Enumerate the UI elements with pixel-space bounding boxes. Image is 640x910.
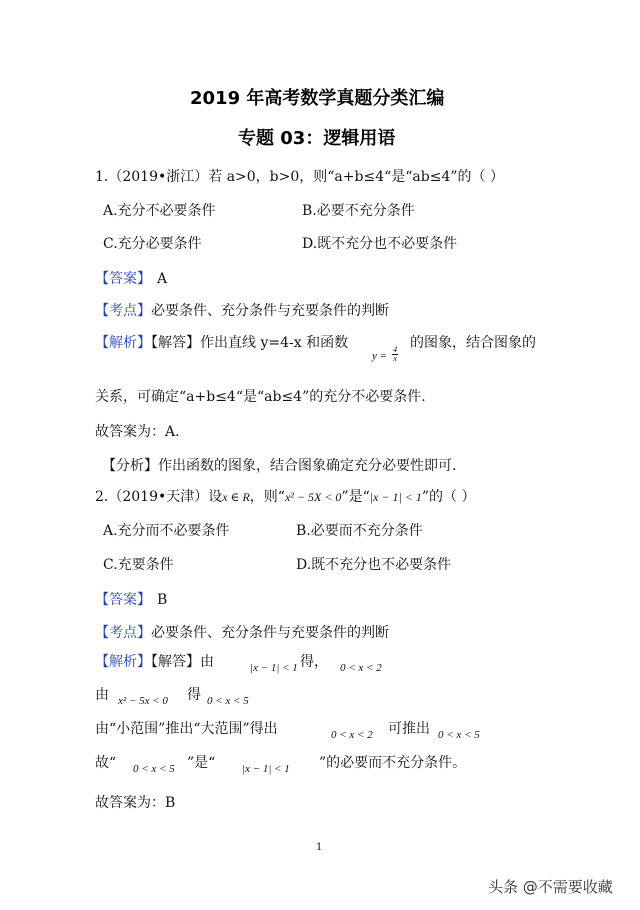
q2-line2-math-range5: 0 < x < 5 — [207, 695, 249, 707]
q2-jiexi-de: 得， — [300, 654, 328, 670]
watermark: 头条 @不需要收藏 — [488, 878, 613, 896]
q2-answer-tag: 【答案】 — [95, 592, 151, 608]
page-subtitle: 专题 03：逻辑用语 — [238, 128, 396, 149]
q1-func-lhs: y = — [372, 350, 388, 362]
q1-analysis: 【分析】作出函数的图象，结合图象确定充分必要性即可. — [102, 458, 457, 474]
q2-line2-de: 得 — [187, 687, 201, 703]
q1-jiexi-line1: 【解答】作出直线 y=4-x 和函数 — [151, 335, 349, 351]
q1-func-numerator: 4 — [393, 345, 398, 354]
q2-option-a: A.充分而不必要条件 — [103, 523, 230, 539]
q2-line4-math1: 0 < x < 5 — [133, 763, 175, 775]
q2-stem-math1: x ∈ R — [222, 490, 250, 504]
q2-stem-d: ”的（ ） — [421, 489, 476, 505]
q2-jiexi-math-abs: |x − 1| < 1 — [250, 662, 298, 674]
q2-jiexi-math-range2: 0 < x < 2 — [340, 662, 382, 674]
q2-line2-you: 由 — [95, 687, 109, 703]
q1-jiexi-row — [95, 332, 348, 352]
q2-line4-c: ”的必要而不充分条件。 — [319, 755, 467, 771]
q1-conclusion: 故答案为：A. — [95, 424, 180, 440]
q2-jiexi-a: 【解答】由 — [151, 654, 214, 670]
q2-line4-a: 故“ — [95, 755, 117, 771]
q2-line3-b: 可推出 — [388, 721, 430, 737]
q2-option-c: C.充要条件 — [103, 557, 174, 573]
q1-kaodian: 必要条件、充分条件与充要条件的判断 — [151, 303, 389, 319]
q1-func-fraction — [392, 346, 398, 363]
q1-option-d: D.既不充分也不必要条件 — [302, 236, 458, 252]
q1-stem: 1.（2019•浙江）若 a>0，b>0，则“a+b≤4“是“ab≤4”的（ ） — [95, 169, 504, 185]
q2-answer: B — [157, 592, 168, 608]
q1-option-c: C.充分必要条件 — [103, 236, 202, 252]
q2-stem-math3: |x − 1| < 1 — [369, 490, 422, 504]
q1-kaodian-tag: 【考点】 — [95, 303, 151, 319]
q2-answer-row — [95, 589, 167, 609]
q2-line2-math-quad: x² − 5x < 0 — [118, 695, 168, 707]
q2-line3-a: 由“小范围”推出“大范围”得出 — [95, 721, 278, 737]
q1-function-formula — [372, 344, 398, 363]
q2-line4-b: ”是“ — [187, 755, 216, 771]
q2-jiexi-tag: 【解析】 — [95, 654, 151, 670]
q1-kaodian-row — [95, 300, 389, 320]
q2-kaodian-tag: 【考点】 — [95, 625, 151, 641]
q1-jiexi-tag: 【解析】 — [95, 335, 151, 351]
page-title: 2019 年高考数学真题分类汇编 — [190, 88, 445, 109]
q1-jiexi-line1-end: 的图象，结合图象的 — [410, 335, 536, 351]
q2-stem-c: ”是“ — [341, 489, 370, 505]
q2-option-b: B.必要而不充分条件 — [296, 523, 423, 539]
q1-answer-tag: 【答案】 — [95, 271, 151, 287]
q2-stem-b: ，则“ — [249, 489, 285, 505]
q1-option-a: A.充分不必要条件 — [103, 203, 216, 219]
q2-line3-math2: 0 < x < 5 — [438, 729, 480, 741]
q1-func-denominator: x — [393, 354, 397, 363]
q2-line3-math1: 0 < x < 2 — [331, 729, 373, 741]
q1-option-b: B.必要不充分条件 — [302, 203, 415, 219]
q1-answer-row — [95, 268, 167, 288]
q2-conclusion: 故答案为：B — [95, 795, 176, 811]
q2-kaodian: 必要条件、充分条件与充要条件的判断 — [151, 625, 389, 641]
q2-kaodian-row — [95, 622, 389, 642]
q2-option-d: D.既不充分也不必要条件 — [296, 557, 452, 573]
q2-line4-math2: |x − 1| < 1 — [242, 763, 290, 775]
q2-stem-math2: x² − 5X < 0 — [284, 490, 342, 504]
q1-jiexi-line2: 关系，可确定“a+b≤4“是“ab≤4”的充分不必要条件. — [95, 389, 426, 405]
q2-stem — [95, 486, 475, 506]
q1-answer: A — [157, 271, 168, 287]
q2-stem-a: 2.（2019•天津）设 — [95, 489, 223, 505]
page-number: 1 — [316, 842, 323, 853]
q2-jiexi-row — [95, 651, 214, 671]
